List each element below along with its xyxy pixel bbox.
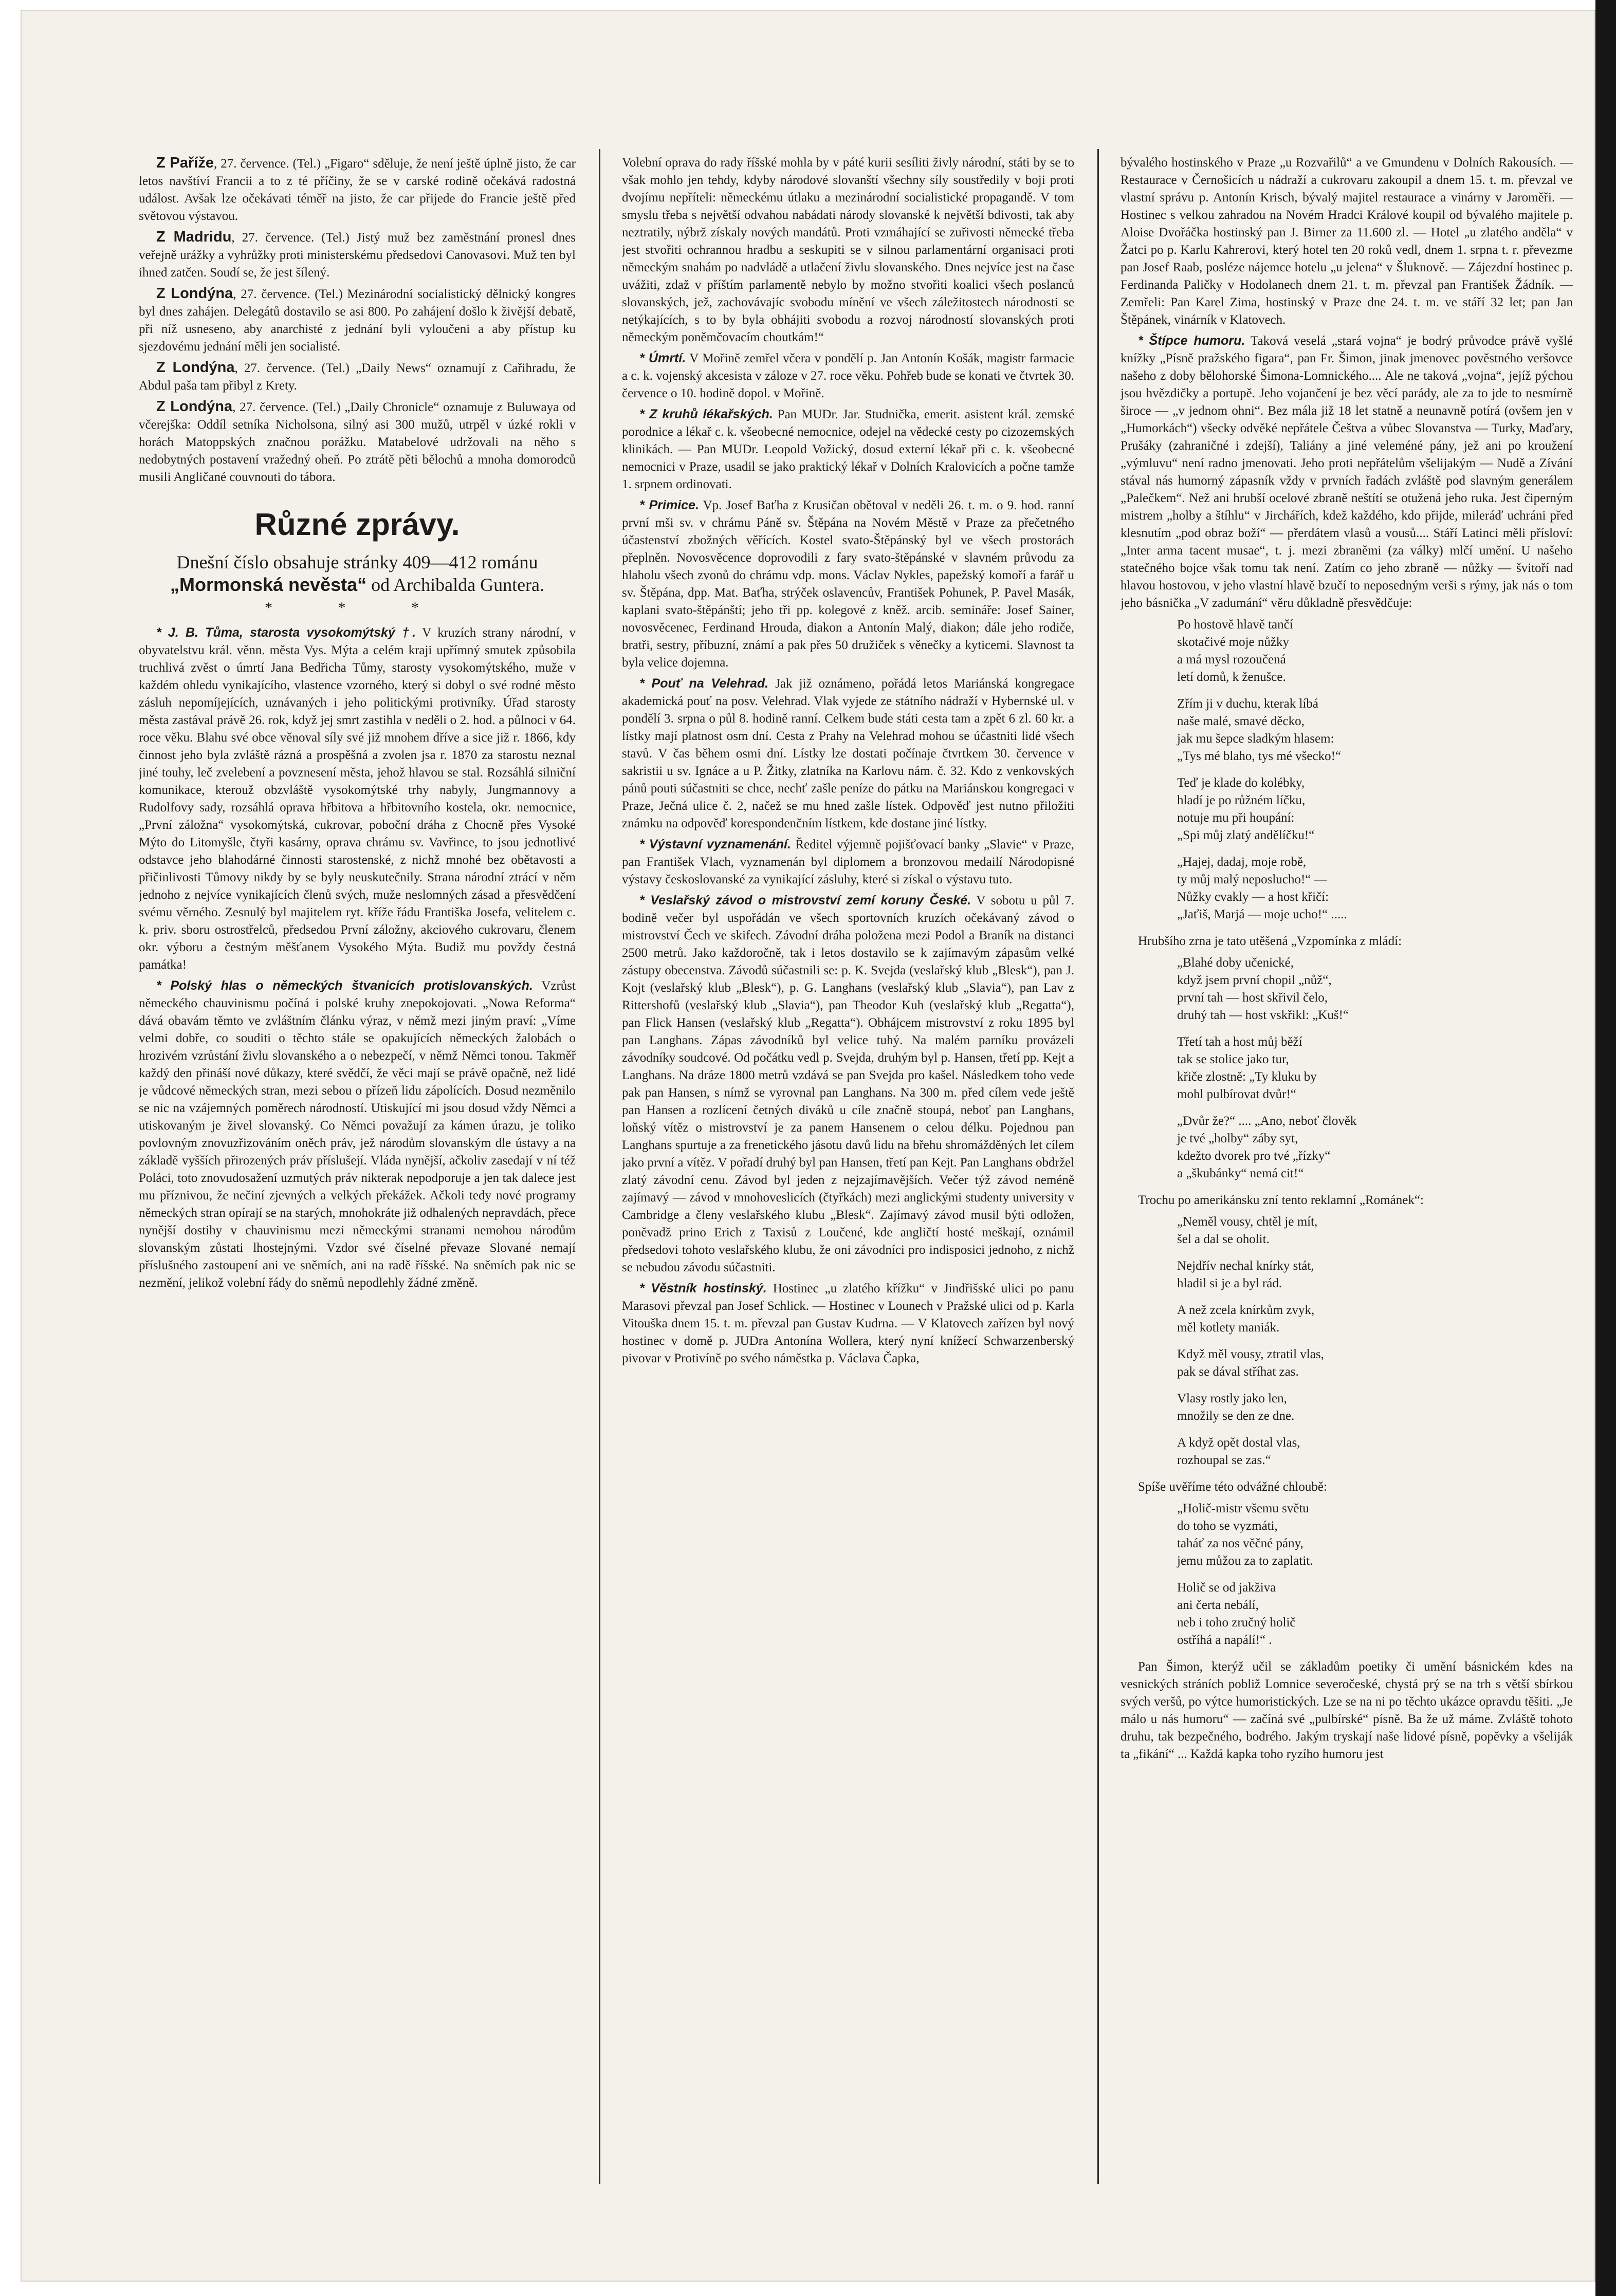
poem-line: pak se dával stříhat zas. bbox=[1177, 1365, 1299, 1379]
poem-line: A když opět dostal vlas, bbox=[1177, 1436, 1300, 1450]
poem-line: první tah — host skřivil čelo, bbox=[1177, 991, 1328, 1005]
poem-line: ostříhá a napálí!“ . bbox=[1177, 1633, 1272, 1647]
poem-stanza bbox=[1177, 1500, 1573, 1570]
poem bbox=[1177, 1213, 1573, 1469]
poem-line: „Jaťiš, Marjá — moje ucho!“ ..... bbox=[1177, 908, 1347, 921]
dispatch: Z Londýna, 27. července. (Tel.) „Daily News“ oznamují z Cařihradu, že Abdul paša tam přibyl z Krety. bbox=[139, 359, 576, 393]
poem-line: notuje mu při houpání: bbox=[1177, 811, 1295, 825]
poem-stanza bbox=[1177, 854, 1573, 923]
dispatch-text: 27. července. (Tel.) „Figaro“ sděluje, že není ještě úplně jisto, že car letos navštíví Francii a to z té příčiny, že se v carské rodině očekává radostná událost. Avšak lze očekávati téměř na jisto, že car přijede do Francie ještě před světovou výstavou. bbox=[139, 157, 576, 223]
poem-line: Teď je klade do kolébky, bbox=[1177, 776, 1305, 790]
poem-line: rozhoupal se zas.“ bbox=[1177, 1453, 1271, 1467]
news-item bbox=[622, 349, 1074, 402]
poem-line: je tvé „holby“ záby syt, bbox=[1177, 1132, 1298, 1145]
dispatch-place: Z Madridu bbox=[156, 229, 232, 245]
continued-text: Volební oprava do rady říšské mohla by v páté kurii sesíliti živly národní, státi by se to však mohlo jen tehdy, kdyby národové slovanští všechny síly soustředily v boji proti dvojímu nepříteli: německému útlaku a mezinárodní socialistické propagandě. V tom smyslu třeba s největší odvahou nabádati národy slovanské k největší bdivosti, tak aby neztratily, nýbrž získaly nových mandátů. Proti vzmáhající se zuřivosti německé třeba jest stvořiti ochrannou hradbu a seskupiti se v silnou parlamentární organisaci proti německým snahám po nadvládě a utlačení živlu slovanského. Dnes nejvíce jest na čase uvážiti, zdaž v příštím parlamentě nebylo by možno stvořiti koalici všech poslanců slovanských, jež, zachovávajíc svobodu mínění ve všech záležitostech národnosti se netýkajících, s to by byla obhájiti svobodu a rozvoj národností slovanských proti německým poněmčovacím choutkám!“ bbox=[622, 156, 1074, 344]
poem-stanza bbox=[1177, 1390, 1573, 1425]
poem-line: „Hajej, dadaj, moje robě, bbox=[1177, 855, 1307, 869]
poem-line: Zřím ji v duchu, kterak líbá bbox=[1177, 697, 1318, 711]
dispatch-text: 27. července. (Tel.) „Daily Chronicle“ oznamuje z Buluwaya od včerejška: Oddíl setníka Nicholsona, silný asi 300 mužů, utrpěl v úzké rokli v horách Matoppských značnou porážku. Matabelové udržovali na něho s nedobytných postavení vražedný oheň. Po ztrátě pěti bělochů a mnoha domorodců musili Angličané couvnouti do tábora. bbox=[139, 400, 576, 484]
news-item-text: Vp. Josef Baťha z Krusičan obětoval v neděli 26. t. m. o 9. hod. ranní první mši sv. v chrámu Páně sv. Štěpána na Novém Městě v Praze za přečetného účastenství zbožných věřících. Kostel svato-Štěpánský byl ve všech prostorách přeplněn. Novosvěcence doprovodili z fary svato-štěpánské v slavném průvodu za hlaholu všech zvonů do chrámu vdp. mons. Václav Nykles, papežský komoří a farář u sv. Štěpána, dpp. Mat. Baťha, strýček oslavencův, František Pohunek, P. Pavel Masák, kaplani svato-štěpánští; jeho tři pp. kolegové z kněž. arcib. semináře: Josef Sainer, novosvěcenec, Ferdinand Hrouda, diakon a Antonín Malý, diakon; dále jeho rodiče, bratři, sestry, příbuzní, známí a pak přes 50 družiček s věnečky a kyticemi. Slavnost ta byla velice dojemna. bbox=[622, 498, 1074, 670]
poem-line: letí domů, k ženušce. bbox=[1177, 670, 1286, 684]
poem-line: „Neměl vousy, chtěl je mít, bbox=[1177, 1215, 1318, 1229]
news-item bbox=[622, 496, 1074, 672]
news-item-title: * J. B. Tůma, starosta vysokomýtský †. bbox=[156, 625, 416, 640]
dispatch: Z Londýna, 27. července. (Tel.) Mezinárodní socialistický dělnický kongres byl dnes zahájen. Delegátů dostavilo se asi 800. Po zahájení došlo k živější debatě, při níž usneseno, aby anarchisté z jednání byli vyloučeni a aby přístup ku sjezdovému jednání měli jen socialisté. bbox=[139, 285, 576, 354]
poem-stanza bbox=[1177, 954, 1573, 1024]
poem-line: měl kotlety maniák. bbox=[1177, 1321, 1280, 1335]
poem-line: hladil si je a byl rád. bbox=[1177, 1276, 1282, 1290]
poem-stanza bbox=[1177, 1579, 1573, 1649]
poem-line: kdežto dvorek pro tvé „řízky“ bbox=[1177, 1149, 1331, 1163]
poem-stanza bbox=[1177, 1033, 1573, 1103]
news-item-title: * Pouť na Velehrad. bbox=[639, 676, 769, 691]
paragraph: Spíše uvěříme této odvážné chloubě: bbox=[1138, 1480, 1327, 1494]
poem-stanza bbox=[1177, 616, 1573, 686]
poem-line: naše malé, smavé děcko, bbox=[1177, 714, 1305, 728]
poem-stanza bbox=[1177, 1257, 1573, 1292]
scan-edge bbox=[1595, 0, 1616, 2296]
poem-line: křiče zlostně: „Ty kluku by bbox=[1177, 1070, 1317, 1084]
novel-notice-pre: Dnešní číslo obsahuje stránky 409—412 románu bbox=[176, 552, 538, 572]
poem-line: „Tys mé blaho, tys mé všecko!“ bbox=[1177, 749, 1341, 763]
news-item-title: * Výstavní vyznamenání. bbox=[639, 837, 791, 851]
poem-line: jemu můžou za to zaplatit. bbox=[1177, 1554, 1313, 1568]
poem-line: Po hostově hlavě tančí bbox=[1177, 618, 1293, 632]
news-item bbox=[622, 1280, 1074, 1367]
poem-line: Holič se od jakživa bbox=[1177, 1581, 1276, 1595]
poem-line: „Dvůr že?“ .... „Ano, neboť člověk bbox=[1177, 1114, 1357, 1128]
column-rule bbox=[599, 149, 600, 2184]
poem bbox=[1177, 616, 1573, 923]
poem-line: Nejdřív nechal knírky stát, bbox=[1177, 1259, 1314, 1273]
news-item-text: Ředitel výjemně pojišťovací banky „Slavie“ v Praze, pan František Vlach, vyznamenán byl diplomem a bronzovou medailí Národopisné výstavy českoslovanské za vynikající zásluhy, které si získal o výstavu tuto. bbox=[622, 838, 1074, 886]
poem-line: taháť za nos věčné pány, bbox=[1177, 1536, 1303, 1550]
poem-line: ty můj malý neposlucho!“ — bbox=[1177, 873, 1327, 886]
novel-notice bbox=[139, 551, 576, 596]
asterism: * * * bbox=[265, 599, 450, 616]
poem-line: tak se stolice jako tur, bbox=[1177, 1052, 1289, 1066]
news-item-title: * Štípce humoru. bbox=[1138, 334, 1245, 348]
news-item-title: * Primice. bbox=[639, 498, 699, 512]
news-item-text: V Mořině zemřel včera v pondělí p. Jan Antonín Košák, magistr farmacie a c. k. vojenský akcesista v záloze v 27. roce věku. Pohřeb bude se konati ve čtvrtek 30. července o 10. hodině dopol. v Mořině. bbox=[622, 351, 1074, 400]
column-rule bbox=[1097, 149, 1099, 2184]
poem-line: jak mu šepce sladkým hlasem: bbox=[1177, 732, 1334, 746]
news-item bbox=[622, 836, 1074, 888]
poem-line: šel a dal se oholit. bbox=[1177, 1232, 1270, 1246]
news-item bbox=[139, 624, 576, 974]
dispatch-text: 27. července. (Tel.) „Daily News“ oznamují z Cařihradu, že Abdul paša tam přibyl z Krety. bbox=[139, 361, 576, 393]
poem-stanza bbox=[1177, 1434, 1573, 1469]
paragraph: Trochu po amerikánsku zní tento reklamní „Románek“: bbox=[1138, 1193, 1424, 1207]
news-item-title: * Věstník hostinský. bbox=[639, 1281, 767, 1295]
news-item-title: * Veslařský závod o mistrovství zemí koruny České. bbox=[639, 893, 971, 908]
dispatch-text: 27. července. (Tel.) Jistý muž bez zaměstnání pronesl dnes veřejně urážky a vyhrůžky proti ministerskému předsedovi Canovasovi. Muž ten byl ihned zatčen. Soudí se, že jest šílený. bbox=[139, 231, 576, 280]
poem-line: když jsem první chopil „nůž“, bbox=[1177, 973, 1332, 987]
poem-stanza bbox=[1177, 1213, 1573, 1248]
dispatch-place: Z Londýna bbox=[156, 359, 235, 376]
news-item-title: * Polský hlas o německých štvanicích protislovanských. bbox=[156, 978, 533, 993]
news-item bbox=[622, 675, 1074, 832]
news-item-text: Hostinec „u zlatého křížku“ v Jindřišské ulici po panu Marasovi převzal pan Josef Schlick. — Hostinec v Lounech v Pražské ulici od p. Karla Vitouška dnem 15. t. m. převzal pan Gustav Kudrna. — V Klatovech zařízen byl nový hostinec v domě p. JUDra Antonína Wollera, který nyní knížecí Schwarzenberský pivovar v Protivíně po svého náměstka p. Václava Čapka, bbox=[622, 1282, 1074, 1365]
column-3 bbox=[1121, 154, 1573, 2210]
poem-line: druhý tah — host vskřikl: „Kuš!“ bbox=[1177, 1008, 1349, 1022]
news-item-text: Taková veselá „stará vojna“ je bodrý průvodce právě vyšlé knížky „Písně pražského figara“, pan Fr. Šimon, jinak jmenovec pověstného veršovce našeho z doby bělohorské Šimona-Lomnického.... Ale ne taková „vojna“, jejíž pýchou jsou hvězdičky a portupě. Jeho vojančení je bez věcí parády, ale za to jde to nesmírně široce — „v jednom ohni“. Bez mála již 18 let statně a neunavně potírá (ovšem jen v „Humorkách“) všecky odvěké nepřátele Češtva a vůbec Slovanstva — Turky, Maďary, Prušáky (zahraničné i zdejší), Taliány a jiné veleméné pány, jež ani po kroužení „výmluvu“ není radno jmenovati. Jeho proti nepřátelům všelijakým — Nudě a Zívání stával nás humorný zápasník vždy v prvních řadách zvláště pod slavným generálem „Palečkem“. Než ani hrubší ocelové zbraně neštítí se otužená jeho ruka. Jest čiperným mistrem „holby a štíhlu“ v Jirchářích, kdež každého, kdo přijde, mileráď uchráni před klesnutím „pod obraz boží“ — přerdátem vlasů a vousů.... Stáří Latinci měli přísloví: „Inter arma tacent musae“, t. j. mezi zbraněmi (za války) mlčí umění. U našeho statečného bojce však tomu tak není. Zatím co jeho zbraně — nůžky — švitoří nad hlavou hostovou, v jeho vlastní hlavě bzučí to neposedným verši s rýmy, jak nás o tom jeho básnička „V zadumání“ věru důkladně přesvědčuje: bbox=[1121, 334, 1573, 610]
poem-line: Vlasy rostly jako len, bbox=[1177, 1392, 1287, 1405]
dispatch-place: Z Paříže bbox=[156, 155, 214, 171]
poem-stanza bbox=[1177, 695, 1573, 765]
news-item-text: Jak již oznámeno, pořádá letos Mariánská kongregace akademická pouť na posv. Velehrad. Vlak vyjede ze státního nádraží v Hybernské ul. v pondělí 3. srpna o půl 8. hodině ranní. Celkem bude státi cesta tam a zpět 6 zl. 60 kr. a lístky mají platnost osm dní. Cesta z Prahy na Velehrad mohou se účastniti lidé všech stavů. V čas během osmi dní. Lístky lze dostati počínaje čtvrtkem 30. července v sakristii u sv. Ignáce a u P. Žitky, zlatníka na Karlovu nám. č. 32. Kdo z venkovských pánů pouti súčastniti se chce, nechť zašle peníze do pátku na Mariánskou kongregaci v Praze, Ječná ulice č. 2, načež se mu hned zašle lístek. Odpověď jest nutno přiložiti známku na odpověď korespondenčním lístkem, kde dostane jiné lístky. bbox=[622, 677, 1074, 830]
dispatch-text: 27. července. (Tel.) Mezinárodní socialistický dělnický kongres byl dnes zahájen. Delegátů dostavilo se asi 800. Po zahájení došlo k živější debatě, při níž usneseno, aby anarchisté z jednání byli vyloučeni a aby přístup ku sjezdovému jednání měli jen socialisté. bbox=[139, 287, 576, 354]
novel-title: „Mormonská nevěsta“ bbox=[170, 574, 367, 595]
paragraph: Pan Šimon, kterýž učil se základům poetiky či umění básnickém kdes na vesnických stráních pobliž Lomnice severočeské, chystá prý se na trh s větší sbírkou svých veršů, po výtce humoristických. Lze se na ni po těchto ukázce opravdu těšiti. „Je málo u nás humoru“ — začíná své „pulbírské“ písně. Ba že už máme. Zvláště tohoto druhu, tak bezpečného, bodrého. Jakým tryskají naše lidové písně, popěvky a všeliják ta „fikání“ ... Každá kapka toho ryzího humoru jest bbox=[1121, 1660, 1573, 1761]
poem-line: ani čerta nebálí, bbox=[1177, 1598, 1259, 1612]
poem-line: a má mysl rozoučená bbox=[1177, 653, 1286, 666]
news-item-title: * Z kruhů lékařských. bbox=[639, 407, 773, 421]
news-item bbox=[139, 977, 576, 1292]
poem-line: neb i toho zručný holič bbox=[1177, 1616, 1296, 1630]
novel-notice-post: od Archibalda Guntera. bbox=[371, 575, 545, 595]
news-item bbox=[1121, 332, 1573, 612]
news-item bbox=[622, 405, 1074, 493]
poem bbox=[1177, 954, 1573, 1182]
dispatch: Z Londýna, 27. července. (Tel.) „Daily Chronicle“ oznamuje z Buluwaya od včerejška: Oddíl setníka Nicholsona, silný asi 300 mužů, utrpěl v úzké rokli v horách Matoppských značnou porážku. Matabelové udržovali na něho s nedobytných postavení vražedný oheň. Po ztrátě pěti bělochů a mnoha domorodců musili Angličané couvnouti do tábora. bbox=[139, 398, 576, 484]
poem-line: „Spi můj zlatý andělíčku!“ bbox=[1177, 828, 1315, 842]
section-heading: Různé zprávy. bbox=[254, 507, 460, 542]
poem-line: Třetí tah a host můj běží bbox=[1177, 1035, 1302, 1049]
news-item-text: Vzrůst německého chauvinismu počíná i polské kruhy znepokojovati. „Nowa Reforma“ dává obavám těmto ve zvláštním článku výraz, v němž mezi jiným praví: „Víme velmi dobře, co souditi o těchto stále se opakujících německých žalobách o hrozivém vzrůstání živlu slovanského a o nebezpečí, v němž Němci tonou. Takměř každý den přináší nové důkazy, které svědčí, že věci mají se právě opačně, než lidé je vůdcové německých stran, mezi sebou o přízeň lidu zápolících. Dosud nezměnilo se nic na vzájemných poměrech národností. Utiskující mi jsou dosud vždy Němci a utiskovaným je živel slovanský. Co Němci považují za kámen úrazu, je toliko povlovným znovuzřizováním oněch práv, jež národům slovanským dle ústavy a na základě vyšších přirozených práv příslušejí. Vláda nynější, ačkoliv zasedají v ní též Poláci, toto znovudosažení uzmutých práv nikterak nepodporuje a jen tak dalece jest mu příznivou, že nečiní zjevných a velkých překážek. Ačkoli tedy nové programy německých stran opírají se na starých, mnohokráte již odhalených nepravdách, přece nynější dostihy v chauvinismu mezi německými stranami nemohou národům slovanským zůstati lhostejnými. Vzdor své číselné převaze Slované nemají příslušného zastoupení ani ve sněmích, ani na radě říšské. Na sněmích pak nic se nezmění, jelikož volební řády do sněmů nepodlehly žádné změně. bbox=[139, 979, 576, 1290]
poem-line: Když měl vousy, ztratil vlas, bbox=[1177, 1347, 1324, 1361]
news-item-text: V sobotu u půl 7. bodině večer byl uspořádán ve všech sportovních kruzích očekávaný závod o mistrovství Čech ve skifech. Závodní dráha položena mezi Podol a Braník na distanci 2500 metrů. Jako každoročně, tak i letos dostavilo se k zajímavým zápasům velké zástupy obecenstva. Závodů súčastnili se: p. K. Svejda (veslařský klub „Blesk“), pan J. Kojt (veslařský klub „Blesk“), p. G. Langhans (veslařský klub „Slavia“), pan Lav z Rittershofů (veslařský klub „Slavia“), pan Theodor Kuh (veslařský klub „Regatta“), pan Flick Hansen (veslařský klub „Regatta“). Obhájcem mistrovství z roku 1895 byl pan Langhans. Zápas závodníků byl velice tuhý. Na malém parníku provázeli závodníky soudcové. Od počátku vedl p. Svejda, druhým byl p. Hansen, třetí pp. Kejt a Langhans. Na dráze 1800 metrů vzdává se pan Svejda pro kašel. Následkem toho vede pak pan Hansen, s nímž se vyrovnal pan Langhans. Na 300 m. před cílem vede ještě pan Hansen a rozlícení četných diváků u cíle značně stoupá, neboť pan Langhans, loňský vítěz o mistrovství je za panem Hansenem o celou délku. Pojednou pan Langhans spurtuje a za frenetického jásotu davů lidu na břehu shromážděných let cílem jako první a vítěz. V pořadí druhý byl pan Hansen, třetí pan Kejt. Pan Langhans obdržel zlatý závodní cenu. Závod byl jeden z nejzajímavějších. Večer týž závod neméně zajímavý — závod v mnohoveslicích (čtyřkách) mezi anglickými studenty university v Cambridge a členy veslařského klubu „Blesk“. Zajímavý závod musil býti odložen, poněvadž prino Erich z Taxisů z Loučené, kde angličtí hosté meškají, oznámil předsedovi tohoto veslařského klubu, že oni závodníci pro indisposici jednoho, z nichž se nebudou závodu súčastniti. bbox=[622, 894, 1074, 1274]
poem-stanza bbox=[1177, 1302, 1573, 1337]
poem-line: do toho se vyzmáti, bbox=[1177, 1519, 1278, 1533]
poem-line: a „škubánky“ nemá cit!“ bbox=[1177, 1166, 1304, 1180]
news-item-title: * Úmrtí. bbox=[639, 351, 686, 365]
dispatch: Z Paříže, 27. července. (Tel.) „Figaro“ sděluje, že není ještě úplně jisto, že car letos navštíví Francii a to z té příčiny, že se v carské rodině očekává radostná událost. Avšak lze očekávati téměř na jisto, že car přijede do Francie ještě před světovou výstavou. bbox=[139, 155, 576, 223]
paragraph: Hrubšího zrna je tato utěšená „Vzpomínka z mládí: bbox=[1138, 934, 1402, 948]
poem-line: skotačivé moje nůžky bbox=[1177, 635, 1289, 649]
column-2 bbox=[622, 154, 1074, 2210]
poem-stanza bbox=[1177, 1346, 1573, 1381]
dispatch: Z Madridu, 27. července. (Tel.) Jistý muž bez zaměstnání pronesl dnes veřejně urážky a vyhrůžky proti ministerskému předsedovi Canovasovi. Muž ten byl ihned zatčen. Soudí se, že jest šílený. bbox=[139, 229, 576, 280]
poem-stanza bbox=[1177, 774, 1573, 844]
poem-stanza bbox=[1177, 1113, 1573, 1182]
news-item-text: V kruzích strany národní, v obyvatelstvu král. věnn. města Vys. Mýta a celém kraji upřímný smutek způsobila truchlivá zvěst o úmrtí Jana Bedřicha Tůmy, starosty vysokomýtského, muže v každém ohledu vynikajícího, vlastence vzorného, který si dobyl o své rodné město zásluh nepomíjejících, uznávaných i jeho politickými protivníky. Úřad starosty města zastával právě 26. rok, když jej smrt zastihla v neděli o 2. hod. a půlnoci v 64. roce věku. Blahu své obce věnoval síly své již mnohem dříve a sice již r. 1866, kdy činnost jeho byla zvláště rázná a prospěšná a zvolen jsa r. 1870 za starostu neznal jiné touhy, leč zvelebení a povznesení města, jehož hlavou se stal. Rozsáhlá silniční komunikace, kterouž obzvláště vysokomýtské trhy nabyly, Jungmannovy a Rudolfovy sady, rozsáhlá oprava hřbitova a hřbitovního kostela, okr. nemocnice, „První záložna“ vysokomýtská, cukrovar, poboční dráha z Chocně přes Vysoké Mýto do Litomyšle, čtyři kasárny, oprava chrámu sv. Vavřince, to jsou jednotlivé odstavce jeho blahodárné činnosti starostenské, z nichž mnohé bez obětavosti a přičinlivosti Tůmovy nikdy by se byly neuskutečnily. Strana národní ztrácí v něm jednoho z nejvíce vynikajících členů svých, muže neslomných zásad a přesvědčení svému věrného. Zesnulý byl majitelem ryt. kříže řádu Františka Josefa, velitelem c. k. priv. sboru ostrostřelců, předsedou První záložny, akciového cukrovaru, členem okr. výboru a čestným měšťanem Vysokého Mýta. Budiž mu povždy čestná památka! bbox=[139, 626, 576, 972]
dispatch-place: Z Londýna bbox=[156, 285, 233, 302]
poem-line: Nůžky cvakly — a host křičí: bbox=[1177, 890, 1329, 904]
poem-line: mohl pulbírovat dvůr!“ bbox=[1177, 1087, 1296, 1101]
poem-line: množily se den ze dne. bbox=[1177, 1409, 1295, 1423]
news-item bbox=[622, 892, 1074, 1276]
news-item-text: Pan MUDr. Jar. Studnička, emerit. asistent král. zemské porodnice a lékař c. k. všeobecné nemocnice, odejel na vědecké cesty po cizozemských klinikách. — Pan MUDr. Leopold Vožický, dosud externí lékař při c. k. všeobecné nemocnici v Praze, usadil se jako praktický lékař v Dolních Kralovicích a počne tamže 1. srpnem ordinovati. bbox=[622, 408, 1074, 491]
poem-line: „Blahé doby učenické, bbox=[1177, 956, 1294, 970]
continued-text: bývalého hostinského v Praze „u Rozvařilů“ a ve Gmundenu v Dolních Rakousích. — Restaurace v Černošicích u nádraží a cukrovaru zakoupil a dnem 15. t. m. převzal ve vlastní správu p. Antonín Krisch, bývalý majitel restaurace a vinárny v Jaroměři. — Hostinec s velkou zahradou na Novém Hradci Králové koupil od bývalého majitele p. Aloise Dvořáčka hostinský pan J. Birner za 11.600 zl. — Hotel „u zlatého anděla“ v Žatci po p. Karlu Kahrerovi, který hotel ten 20 roků vedl, dnem 1. srpna t. r. převezme pan Josef Raab, posléze nájemce hotelu „u jelena“ v Šluknově. — Zájezdní hostinec p. Ferdinanda Paličky v Hodolanech dnem 21. t. m. převzal pan František Žádník. — Zemřeli: Pan Karel Zima, hostinský v Praze dne 24. t. m. ve stáří 32 let; pan Jan Štěpánek, vinárník v Klatovech. bbox=[1121, 156, 1573, 327]
poem-line: A než zcela knírkům zvyk, bbox=[1177, 1303, 1315, 1317]
poem-line: „Holič-mistr všemu světu bbox=[1177, 1502, 1309, 1515]
column-1 bbox=[139, 154, 576, 2210]
poem bbox=[1177, 1500, 1573, 1649]
dispatch-place: Z Londýna bbox=[156, 398, 233, 415]
poem-line: hladí je po růžném líčku, bbox=[1177, 793, 1306, 807]
